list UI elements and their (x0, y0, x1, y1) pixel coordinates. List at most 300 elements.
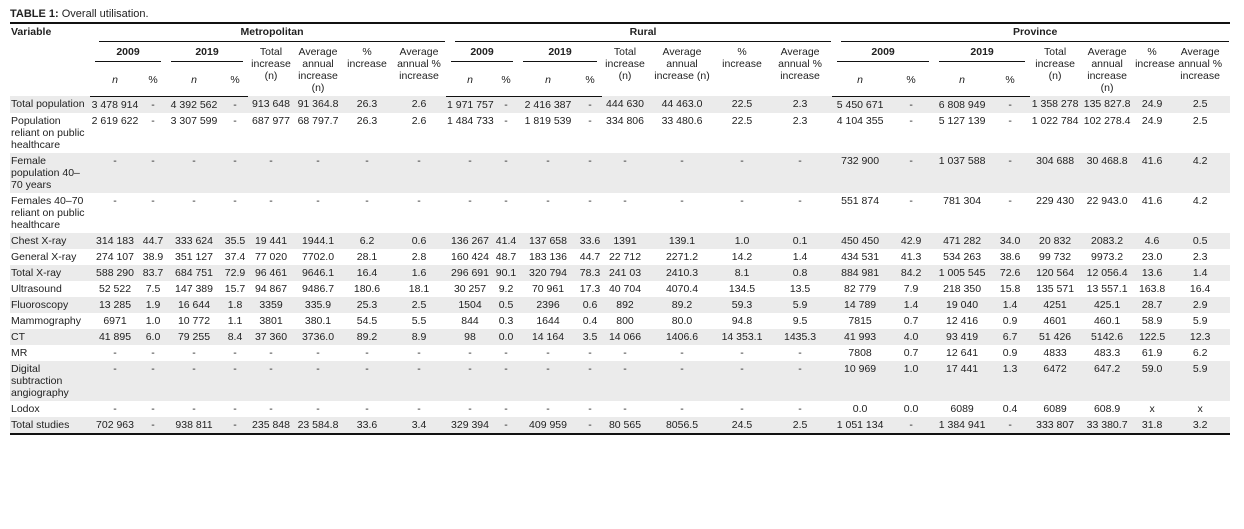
table-cell: - (294, 361, 342, 401)
table-row (10, 345, 1230, 361)
header-avg_annual_increase: Average annual increase (n) (298, 46, 338, 94)
table-cell: - (494, 153, 518, 193)
table-cell: 4.0 (888, 329, 934, 345)
table-cell: 938 811 (166, 417, 222, 434)
header-avg_annual_increase: Average annual increase (n) (654, 46, 710, 82)
table-cell: - (269, 346, 273, 359)
table-cell: - (546, 402, 550, 415)
table-cell: 1.6 (392, 265, 446, 281)
table-cell: 333 624 (166, 233, 222, 249)
table-cell: 8.4 (222, 329, 248, 345)
table-cell: - (648, 361, 716, 401)
table-cell: 9973.2 (1091, 250, 1124, 263)
table-cell: 10 969 (832, 361, 888, 401)
table-cell: - (392, 361, 446, 401)
table-cell: - (740, 402, 744, 415)
table-cell: 139.1 (648, 233, 716, 249)
table-cell: - (151, 114, 155, 127)
table-cell: 70 961 (531, 282, 565, 295)
table-cell: - (578, 361, 602, 401)
table-row (10, 281, 1230, 297)
table-cell: 3.2 (1170, 417, 1230, 434)
table-cell: - (90, 361, 140, 401)
table-row (10, 153, 1230, 193)
table-cell: - (716, 153, 768, 193)
table-cell: 1391 (602, 233, 648, 249)
table-cell: 40 704 (608, 282, 642, 295)
table-cell: - (546, 194, 550, 207)
table-cell: - (888, 96, 934, 113)
header-y2009: 2009 (90, 44, 166, 72)
table-cell: 7.9 (903, 282, 919, 295)
table-row (10, 233, 1230, 249)
table-cell: 160 424 (451, 250, 489, 263)
table-cell: - (316, 402, 320, 415)
table-cell: - (468, 194, 472, 207)
table-cell: 19 040 (934, 297, 990, 313)
table-cell: 61.9 (1141, 346, 1163, 359)
header-y2009: 2009 (446, 44, 518, 72)
table-cell: 59.3 (716, 297, 768, 313)
header-n: n (90, 72, 140, 96)
table-cell: 0.7 (903, 314, 919, 327)
table-cell: - (316, 194, 320, 207)
table-cell: - (588, 346, 592, 359)
table-cell: 33 380.7 (1080, 417, 1134, 434)
table-cell: 1.1 (227, 314, 243, 327)
table-cell: 0.9 (1002, 346, 1018, 359)
table-cell: - (504, 194, 508, 207)
table-row (10, 113, 1230, 153)
header-pct_increase: % increase (1135, 46, 1175, 70)
table-cell: 6.7 (990, 329, 1030, 345)
table-cell: - (166, 361, 222, 401)
header-total_increase: Total increase (n) (605, 46, 645, 82)
table-cell: 4 104 355 (836, 114, 884, 127)
table-cell: 4070.4 (665, 282, 699, 295)
table-cell: 3 307 599 (170, 114, 218, 127)
table-cell: - (768, 153, 832, 193)
table-cell: - (768, 361, 832, 401)
table-cell: 884 981 (832, 265, 888, 281)
table-cell: 4.2 (1170, 153, 1230, 193)
table-cell: 2.3 (1192, 250, 1208, 263)
table-cell: 96 461 (248, 265, 294, 281)
table-cell: 78.3 (579, 266, 601, 279)
utilisation-table (10, 22, 1230, 435)
row-label: General X-ray (11, 250, 77, 263)
table-cell: 68 797.7 (297, 114, 339, 127)
header-pct: % (494, 72, 518, 96)
table-cell: x (1149, 402, 1155, 415)
table-cell: - (680, 194, 684, 207)
row-label: Total population (10, 96, 90, 113)
table-cell: 79 255 (166, 329, 222, 345)
table-cell: 2.8 (411, 250, 427, 263)
table-cell: - (233, 114, 237, 127)
row-label: Female population 40–70 years (10, 153, 90, 193)
table-cell: 702 963 (90, 417, 140, 434)
table-cell: 5142.6 (1080, 329, 1134, 345)
table-cell: - (468, 346, 472, 359)
table-row (10, 329, 1230, 345)
table-cell: - (90, 153, 140, 193)
table-cell: - (909, 194, 913, 207)
header-pct: % (888, 72, 934, 96)
table-cell: - (990, 417, 1030, 434)
table-cell: - (990, 96, 1030, 113)
table-cell: 1 037 588 (934, 153, 990, 193)
table-cell: 1944.1 (294, 233, 342, 249)
table-cell: 24.5 (716, 417, 768, 434)
table-cell: 6089 (1043, 402, 1067, 415)
table-row (10, 96, 1230, 113)
table-body (10, 96, 1230, 434)
table-cell: 2.5 (392, 297, 446, 313)
table-cell: 91 364.8 (294, 96, 342, 113)
table-cell: - (113, 402, 117, 415)
table-cell: 23.0 (1141, 250, 1163, 263)
table-cell: - (233, 194, 237, 207)
table-cell: - (151, 194, 155, 207)
table-cell: 136 267 (446, 233, 494, 249)
table-cell: - (365, 402, 369, 415)
header-pct_increase: % increase (722, 46, 762, 70)
header-groups-0: Metropolitan (90, 23, 446, 44)
table-cell: 434 531 (841, 250, 880, 263)
table-cell: 93 419 (934, 329, 990, 345)
table-cell: 41.6 (1141, 194, 1163, 207)
table-cell: - (140, 417, 166, 434)
table-row (10, 417, 1230, 434)
table-cell: 471 282 (934, 233, 990, 249)
table-cell: 7702.0 (301, 250, 335, 263)
header-y2009: 2009 (832, 44, 934, 72)
table-cell: - (222, 361, 248, 401)
table-cell: 1.9 (140, 297, 166, 313)
table-cell: - (602, 361, 648, 401)
table-cell: 781 304 (943, 194, 982, 207)
table-cell: 30 257 (453, 282, 487, 295)
table-cell: 9486.7 (301, 282, 335, 295)
header-y2019: 2019 (518, 44, 602, 72)
table-cell: 1.4 (792, 250, 808, 263)
table-cell: 2.3 (768, 96, 832, 113)
table-cell: 22.5 (731, 114, 753, 127)
row-label: MR (11, 346, 28, 359)
table-cell: 19 441 (248, 233, 294, 249)
table-cell: 26.3 (342, 96, 392, 113)
table-cell: 59.0 (1134, 361, 1170, 401)
table-cell: 2.5 (1170, 96, 1230, 113)
table-cell: 3801 (259, 314, 283, 327)
table-cell: 33.6 (342, 417, 392, 434)
table-cell: 24.9 (1134, 96, 1170, 113)
table-cell: 2396 (518, 297, 578, 313)
table-cell: 34.0 (990, 233, 1030, 249)
table-cell: 1 051 134 (832, 417, 888, 434)
table-cell: - (417, 194, 421, 207)
table-cell: - (248, 153, 294, 193)
table-row (10, 249, 1230, 265)
header-avg_annual_pct_increase: Average annual % increase (397, 46, 441, 82)
table-cell: 380.1 (304, 314, 332, 327)
table-cell: - (140, 153, 166, 193)
table-cell: - (222, 96, 248, 113)
table-cell: - (578, 417, 602, 434)
table-cell: 460.1 (1093, 314, 1121, 327)
header-pct: % (222, 72, 248, 96)
table-cell: 17 441 (934, 361, 990, 401)
table-cell: 72.6 (990, 265, 1030, 281)
table-cell: - (494, 417, 518, 434)
table-cell: - (365, 346, 369, 359)
header-groups-2: Province (832, 23, 1230, 44)
table-cell: - (518, 361, 578, 401)
table-cell: 2.3 (792, 114, 808, 127)
table-cell: 58.9 (1141, 314, 1163, 327)
table-cell: - (192, 402, 196, 415)
table-cell: 6472 (1030, 361, 1080, 401)
table-row (10, 313, 1230, 329)
table-cell: 3 478 914 (90, 96, 140, 113)
table-cell: - (192, 194, 196, 207)
table-cell: 4 392 562 (166, 96, 222, 113)
table-cell: 18.1 (408, 282, 430, 295)
table-cell: 6089 (950, 402, 974, 415)
table-cell: - (342, 153, 392, 193)
table-cell: 425.1 (1080, 297, 1134, 313)
table-cell: 351 127 (175, 250, 213, 263)
table-cell: 183 136 (529, 250, 567, 263)
table-cell: 892 (602, 297, 648, 313)
table-cell: 7815 (848, 314, 872, 327)
table-cell: 4.6 (1134, 233, 1170, 249)
table-cell: - (504, 402, 508, 415)
table-cell: 14.2 (731, 250, 753, 263)
table-cell: 4251 (1030, 297, 1080, 313)
table-cell: 218 350 (943, 282, 982, 295)
table-cell: 22 943.0 (1086, 194, 1128, 207)
row-label: CT (10, 329, 90, 345)
header-n: n (832, 72, 888, 96)
table-cell: 35.5 (222, 233, 248, 249)
table-cell: 329 394 (446, 417, 494, 434)
table-cell: 588 290 (90, 265, 140, 281)
table-cell: - (716, 361, 768, 401)
header-total_increase: Total increase (n) (251, 46, 291, 82)
table-cell: 5.9 (1170, 361, 1230, 401)
table-cell: 335.9 (294, 297, 342, 313)
table-cell: - (233, 402, 237, 415)
header-groups-1: Rural (446, 23, 832, 44)
table-cell: 1.4 (1170, 265, 1230, 281)
table-cell: - (990, 153, 1030, 193)
table-cell: - (518, 153, 578, 193)
table-cell: - (588, 114, 592, 127)
table-cell: 296 691 (446, 265, 494, 281)
table-row (10, 265, 1230, 281)
table-cell: - (192, 346, 196, 359)
table-cell: 98 (446, 329, 494, 345)
table-cell: 4833 (1043, 346, 1067, 359)
table-cell: 51 426 (1030, 329, 1080, 345)
table-cell: 102 278.4 (1083, 114, 1131, 127)
table-cell: 0.5 (494, 297, 518, 313)
row-label: Total studies (10, 417, 90, 434)
header-avg_annual_increase: Average annual increase (n) (1087, 46, 1127, 94)
table-cell: - (1008, 114, 1012, 127)
header-n: n (166, 72, 222, 96)
table-cell: - (233, 346, 237, 359)
table-cell: 2 619 622 (91, 114, 139, 127)
table-cell: 38.9 (142, 250, 164, 263)
table-cell: 28.1 (356, 250, 378, 263)
table-cell: - (140, 96, 166, 113)
table-cell: 4.2 (1192, 194, 1208, 207)
table-cell: 41.3 (900, 250, 922, 263)
table-cell: 24.9 (1141, 114, 1163, 127)
table-cell: 122.5 (1134, 329, 1170, 345)
header-y2019: 2019 (934, 44, 1030, 72)
row-label: Digital subtraction angiography (10, 361, 90, 401)
table-cell: 0.4 (1002, 402, 1018, 415)
table-cell: 13 285 (90, 297, 140, 313)
table-cell: 1.4 (990, 297, 1030, 313)
table-cell: - (468, 402, 472, 415)
table-cell: - (680, 346, 684, 359)
table-cell: 409 959 (518, 417, 578, 434)
table-cell: - (222, 153, 248, 193)
table-cell: 0.0 (903, 402, 919, 415)
table-cell: 5.9 (768, 297, 832, 313)
table-cell: 0.1 (768, 233, 832, 249)
table-cell: 235 848 (248, 417, 294, 434)
table-cell: 534 263 (943, 250, 982, 263)
table-cell: 1.8 (222, 297, 248, 313)
table-cell: 0.0 (494, 329, 518, 345)
row-label: Population reliant on public healthcare (11, 114, 85, 151)
table-cell: 33 480.6 (661, 114, 703, 127)
header-y2019: 2019 (166, 44, 248, 72)
table-cell: - (494, 361, 518, 401)
table-row (10, 361, 1230, 401)
table-cell: 15.7 (224, 282, 246, 295)
table-cell: 28.7 (1134, 297, 1170, 313)
table-cell: 2.6 (392, 96, 446, 113)
table-cell: 90.1 (495, 266, 517, 279)
table-cell: - (392, 153, 446, 193)
table-cell: 84.2 (888, 265, 934, 281)
table-cell: 30 468.8 (1080, 153, 1134, 193)
row-label: Mammography (11, 314, 82, 327)
table-cell: 94.8 (731, 314, 753, 327)
table-cell: 2271.2 (665, 250, 699, 263)
table-cell: 44 463.0 (648, 96, 716, 113)
table-cell: 163.8 (1138, 282, 1166, 295)
table-cell: 33.6 (579, 234, 601, 247)
header-pct: % (140, 72, 166, 96)
table-cell: 6.2 (342, 233, 392, 249)
table-cell: 844 (461, 314, 479, 327)
table-cell: 14 789 (832, 297, 888, 313)
table-cell: 0.0 (852, 402, 868, 415)
table-cell: - (494, 96, 518, 113)
table-cell: 6 808 949 (934, 96, 990, 113)
table-cell: 320 794 (518, 265, 578, 281)
table-cell: - (151, 346, 155, 359)
table-cell: 0.3 (498, 314, 514, 327)
table-cell: 25.3 (342, 297, 392, 313)
table-cell: - (222, 417, 248, 434)
row-label: Ultrasound (11, 282, 62, 295)
table-cell: 608.9 (1093, 402, 1121, 415)
header-variable: Variable (11, 26, 52, 38)
table-cell: 41.6 (1134, 153, 1170, 193)
row-label: Lodox (11, 402, 40, 415)
table-cell: 450 450 (832, 233, 888, 249)
table-cell: 6971 (103, 314, 127, 327)
table-cell: 80 565 (602, 417, 648, 434)
table-cell: 52 522 (98, 282, 132, 295)
table-cell: 1.3 (990, 361, 1030, 401)
table-cell: 6.0 (140, 329, 166, 345)
table-cell: 94 867 (254, 282, 288, 295)
table-cell: 12.3 (1170, 329, 1230, 345)
table-header (10, 23, 1230, 96)
row-label: Total X-ray (10, 265, 90, 281)
table-cell: 9.2 (498, 282, 514, 295)
table-cell: x (1197, 402, 1203, 415)
table-cell: 37 360 (248, 329, 294, 345)
row-label: Females 40–70 reliant on public healthcare (11, 194, 85, 231)
table-cell: - (680, 402, 684, 415)
table-cell: 22 712 (608, 250, 642, 263)
row-label: Chest X-ray (10, 233, 90, 249)
table-cell: - (446, 361, 494, 401)
table-row (10, 193, 1230, 233)
table-cell: 333 807 (1030, 417, 1080, 434)
table-cell: 0.8 (768, 265, 832, 281)
table-cell: - (504, 114, 508, 127)
table-cell: 3.4 (392, 417, 446, 434)
table-cell: 2.5 (1192, 114, 1208, 127)
table-cell: 16 644 (166, 297, 222, 313)
table-cell: 17.3 (579, 282, 601, 295)
table-cell: 147 389 (175, 282, 213, 295)
table-cell: 13.5 (789, 282, 811, 295)
table-cell: - (113, 346, 117, 359)
table-cell: 5 127 139 (938, 114, 986, 127)
table-cell: 0.6 (392, 233, 446, 249)
table-cell: - (740, 346, 744, 359)
table-cell: 5.9 (1192, 314, 1208, 327)
header-total_increase: Total increase (n) (1035, 46, 1075, 82)
table-cell: 3736.0 (294, 329, 342, 345)
table-cell: 732 900 (832, 153, 888, 193)
table-cell: - (113, 194, 117, 207)
table-cell: 6.2 (1192, 346, 1208, 359)
table-cell: 16.4 (342, 265, 392, 281)
table-cell: - (417, 346, 421, 359)
table-cell: 0.9 (1002, 314, 1018, 327)
table-cell: - (602, 153, 648, 193)
table-cell: - (623, 346, 627, 359)
table-cell: 1 005 545 (934, 265, 990, 281)
table-cell: - (648, 153, 716, 193)
row-label: Fluoroscopy (10, 297, 90, 313)
table-cell: 5 450 671 (832, 96, 888, 113)
